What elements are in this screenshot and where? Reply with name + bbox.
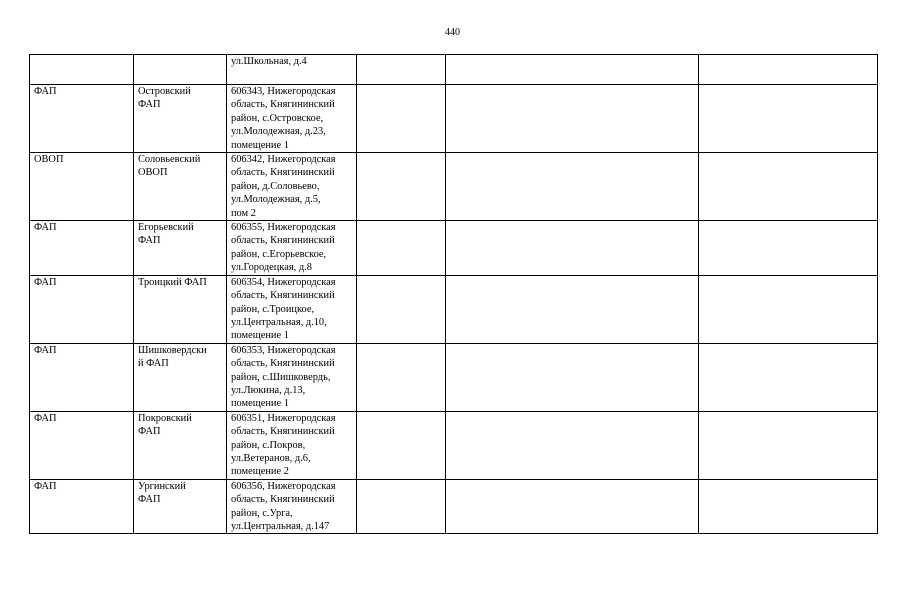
table-row bbox=[30, 221, 878, 276]
table-row bbox=[30, 55, 878, 85]
page-number: 440 bbox=[445, 27, 460, 38]
empty-cell bbox=[699, 221, 878, 276]
facility-name-cell: Шишковердски й ФАП bbox=[134, 343, 227, 411]
empty-cell bbox=[446, 411, 699, 479]
table-row bbox=[30, 153, 878, 221]
empty-cell bbox=[699, 479, 878, 534]
facility-type-cell: ФАП bbox=[30, 411, 134, 479]
empty-cell bbox=[699, 153, 878, 221]
empty-cell bbox=[446, 275, 699, 343]
empty-cell bbox=[446, 221, 699, 276]
facility-name-cell: Троицкий ФАП bbox=[134, 275, 227, 343]
empty-cell bbox=[446, 479, 699, 534]
empty-cell bbox=[357, 411, 446, 479]
facility-name-cell: Егорьевский ФАП bbox=[134, 221, 227, 276]
empty-cell bbox=[357, 343, 446, 411]
empty-cell bbox=[357, 55, 446, 85]
empty-cell bbox=[446, 343, 699, 411]
facility-type-cell bbox=[30, 55, 134, 85]
table-row bbox=[30, 479, 878, 534]
facility-type-cell: ФАП bbox=[30, 221, 134, 276]
empty-cell bbox=[699, 343, 878, 411]
facility-name-cell: Ургинский ФАП bbox=[134, 479, 227, 534]
empty-cell bbox=[446, 55, 699, 85]
empty-cell bbox=[446, 153, 699, 221]
table-row bbox=[30, 411, 878, 479]
table-row bbox=[30, 343, 878, 411]
facility-type-cell: ФАП bbox=[30, 479, 134, 534]
empty-cell bbox=[699, 275, 878, 343]
table-row bbox=[30, 85, 878, 153]
facility-address-cell: 606343, Нижегородская область, Княгининский район, с.Островское, ул.Молодежная, д.23, помещение 1 bbox=[227, 85, 357, 153]
facility-name-cell: Островский ФАП bbox=[134, 85, 227, 153]
facility-type-cell: ОВОП bbox=[30, 153, 134, 221]
facility-type-cell: ФАП bbox=[30, 343, 134, 411]
empty-cell bbox=[699, 85, 878, 153]
facility-type-cell: ФАП bbox=[30, 85, 134, 153]
facility-address-cell: 606355, Нижегородская область, Княгининский район, с.Егорьевское, ул.Городецкая, д.8 bbox=[227, 221, 357, 276]
facility-name-cell bbox=[134, 55, 227, 85]
empty-cell bbox=[357, 479, 446, 534]
facility-type-cell: ФАП bbox=[30, 275, 134, 343]
facility-address-cell: 606354, Нижегородская область, Княгининский район, с.Троицкое, ул.Центральная, д.10, помещение 1 bbox=[227, 275, 357, 343]
empty-cell bbox=[357, 221, 446, 276]
facility-address-cell: ул.Школьная, д.4 bbox=[227, 55, 357, 85]
empty-cell bbox=[357, 85, 446, 153]
facilities-table bbox=[29, 54, 878, 534]
facility-address-cell: 606351, Нижегородская область, Княгининский район, с.Покров, ул.Ветеранов, д.6, помещение 2 bbox=[227, 411, 357, 479]
table-row bbox=[30, 275, 878, 343]
facility-name-cell: Соловьевский ОВОП bbox=[134, 153, 227, 221]
empty-cell bbox=[446, 85, 699, 153]
empty-cell bbox=[699, 55, 878, 85]
empty-cell bbox=[699, 411, 878, 479]
facility-address-cell: 606353, Нижегородская область, Княгининский район, с.Шишковердь, ул.Люкина, д.13, помещение 1 bbox=[227, 343, 357, 411]
facility-name-cell: Покровский ФАП bbox=[134, 411, 227, 479]
facility-address-cell: 606356, Нижегородская область, Княгининский район, с.Урга, ул.Центральная, д.147 bbox=[227, 479, 357, 534]
facility-address-cell: 606342, Нижегородская область, Княгининский район, д.Соловьево, ул.Молодежная, д.5, пом 2 bbox=[227, 153, 357, 221]
empty-cell bbox=[357, 275, 446, 343]
empty-cell bbox=[357, 153, 446, 221]
